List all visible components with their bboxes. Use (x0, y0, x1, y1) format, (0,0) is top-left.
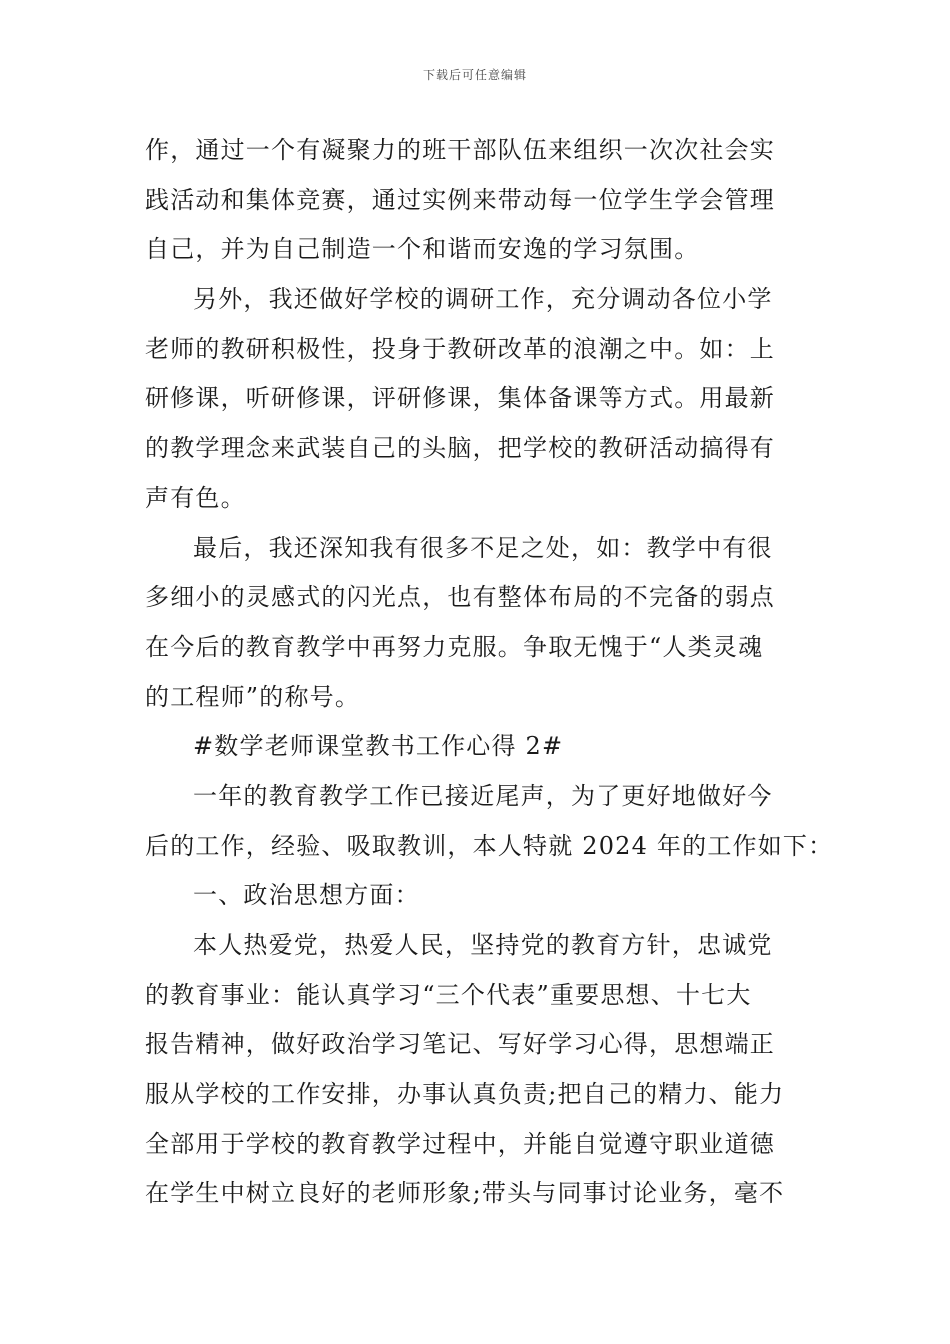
text-line: 践活动和集体竞赛，通过实例来带动每一位学生学会管理 (145, 185, 775, 214)
text-line: 在今后的教育教学中再努力克服。争取无愧于“人类灵魂 (145, 632, 764, 661)
text-line: 的工程师”的称号。 (145, 682, 361, 711)
text-line: 自己，并为自己制造一个和谐而安逸的学习氛围。 (145, 235, 700, 264)
text-line: 的教育事业：能认真学习“三个代表”重要思想、十七大 (145, 980, 752, 1009)
text-line: 在学生中树立良好的老师形象;带头与同事讨论业务，毫不 (145, 1179, 785, 1208)
header-note: 下载后可任意编辑 (422, 68, 527, 82)
text-line: 后的工作，经验、吸取教训，本人特就 2024 年的工作如下： (145, 831, 834, 860)
text-line: 本人热爱党，热爱人民，坚持党的教育方针，忠诚党 (193, 931, 773, 959)
text-line: 最后，我还深知我有很多不足之处，如：教学中有很 (193, 533, 773, 562)
text-line: 报告精神，做好政治学习笔记、写好学习心得，思想端正 (145, 1030, 775, 1059)
text-line: 老师的教研积极性，投身于教研改革的浪潮之中。如：上 (145, 334, 775, 363)
text-line: 声有色。 (145, 483, 246, 512)
subsection-heading: 一、政治思想方面： (193, 881, 420, 910)
text-line: 多细小的灵感式的闪光点，也有整体布局的不完备的弱点 (145, 583, 775, 612)
document-body (145, 126, 834, 1219)
section-heading: #数学老师课堂教书工作心得 2# (193, 732, 564, 761)
text-line: 作，通过一个有凝聚力的班干部队伍来组织一次次社会实 (145, 136, 775, 164)
text-line: 一年的教育教学工作已接近尾声，为了更好地做好今 (193, 781, 773, 810)
text-line: 的教学理念来武装自己的头脑，把学校的教研活动搞得有 (145, 434, 775, 463)
text-line: 服从学校的工作安排，办事认真负责;把自己的精力、能力 (145, 1080, 785, 1109)
text-line: 另外，我还做好学校的调研工作，充分调动各位小学 (193, 285, 773, 314)
text-line: 研修课，听研修课，评研修课，集体备课等方式。用最新 (145, 384, 775, 413)
text-line: 全部用于学校的教育教学过程中，并能自觉遵守职业道德 (145, 1129, 775, 1158)
